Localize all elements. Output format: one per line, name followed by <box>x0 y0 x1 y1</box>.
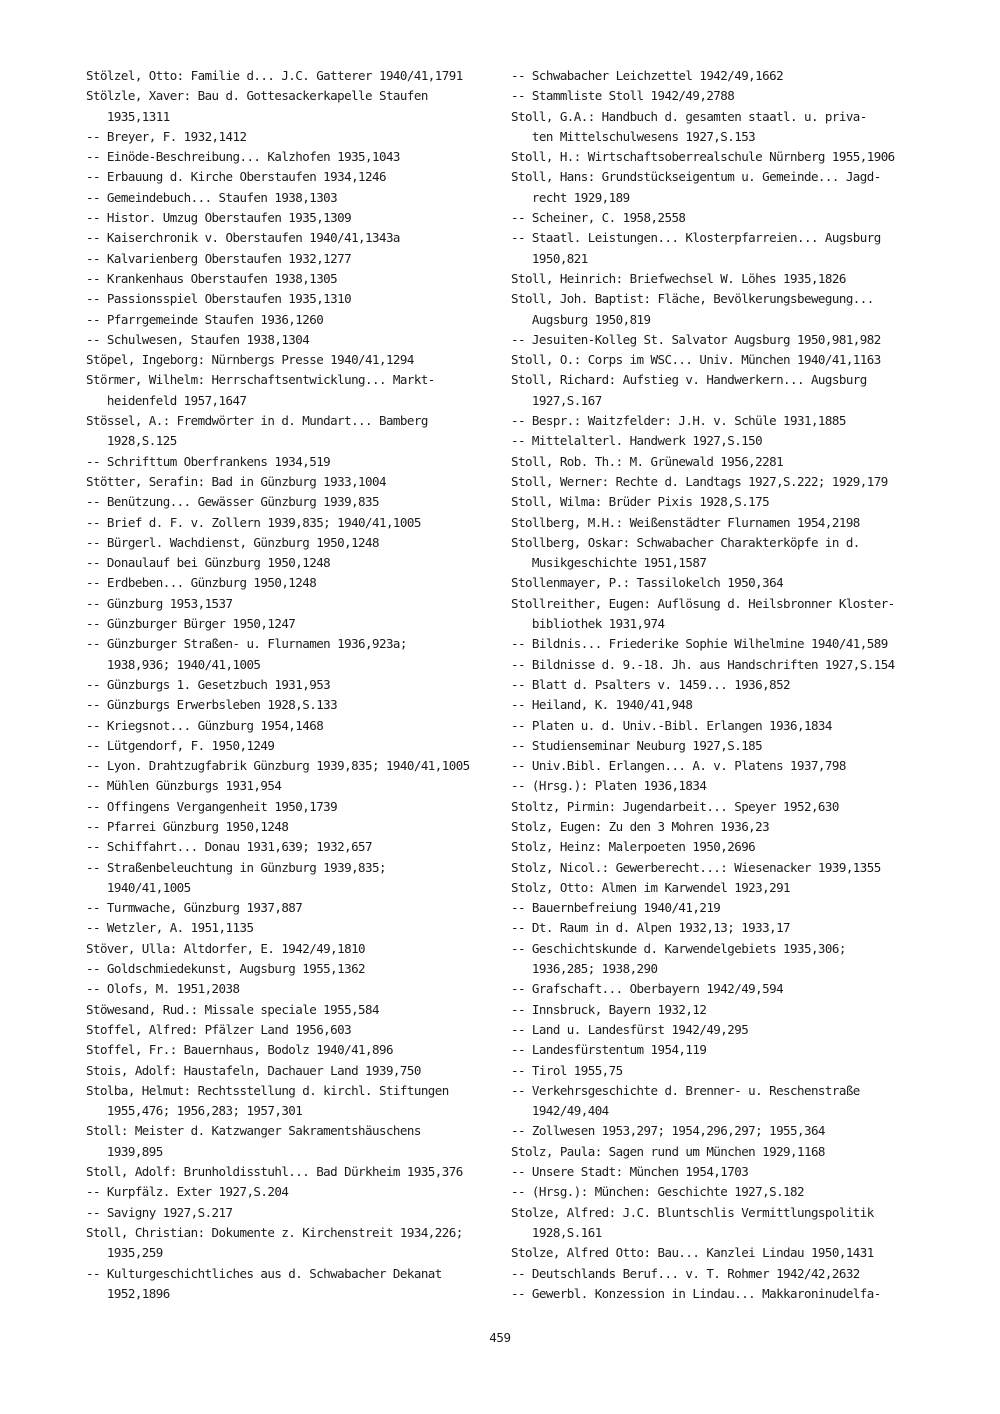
index-entry-line: Stöver, Ulla: Altdorfer, E. 1942/49,1810 <box>86 940 366 956</box>
index-entry-line: -- Gemeindebuch... Staufen 1938,1303 <box>86 189 338 205</box>
index-entry-line: -- Geschichtskunde d. Karwendelgebiets 1935,306; <box>511 940 846 956</box>
index-entry-line: 1927,S.167 <box>511 392 602 408</box>
index-entry-line: Stolze, Alfred Otto: Bau... Kanzlei Lindau 1950,1431 <box>511 1245 874 1261</box>
index-entry-line: Störmer, Wilhelm: Herrschaftsentwicklung... Markt- <box>86 372 435 388</box>
index-entry-line: Stollenmayer, P.: Tassilokelch 1950,364 <box>511 575 784 591</box>
index-entry-line: Stoltz, Pirmin: Jugendarbeit... Speyer 1952,630 <box>511 798 839 814</box>
index-entry-line: recht 1929,189 <box>511 189 630 205</box>
index-entry-line: -- Landesfürstentum 1954,119 <box>511 1042 707 1058</box>
index-entry-line: Stoll, Christian: Dokumente z. Kirchenstreit 1934,226; <box>86 1224 463 1240</box>
index-entry-line: Stoll, Richard: Aufstieg v. Handwerkern... Augsburg <box>511 372 867 388</box>
index-entry-line: -- Kurpfälz. Exter 1927,S.204 <box>86 1184 289 1200</box>
index-entry-line: -- Kalvarienberg Oberstaufen 1932,1277 <box>86 250 352 266</box>
index-entry-line: Stötter, Serafin: Bad in Günzburg 1933,1004 <box>86 473 386 489</box>
index-entry-line: Stoll, Hans: Grundstückseigentum u. Gemeinde... Jagd- <box>511 169 881 185</box>
index-entry-line: Stoll, G.A.: Handbuch d. gesamten staatl. u. priva- <box>511 108 867 124</box>
index-entry-line: -- Mühlen Günzburgs 1931,954 <box>86 778 282 794</box>
index-column-left <box>86 66 496 1304</box>
index-entry-line: -- Deutschlands Beruf... v. T. Rohmer 1942/42,2632 <box>511 1265 860 1281</box>
index-entry-line: Stolz, Eugen: Zu den 3 Mohren 1936,23 <box>511 818 770 834</box>
index-entry-line: -- Donaulauf bei Günzburg 1950,1248 <box>86 555 331 571</box>
index-entry-line: -- Stammliste Stoll 1942/49,2788 <box>511 88 735 104</box>
index-entry-line: 1938,936; 1940/41,1005 <box>86 656 261 672</box>
index-entry-line: -- Bildnisse d. 9.-18. Jh. aus Handschriften 1927,S.154 <box>511 656 895 672</box>
index-entry-line: -- Erdbeben... Günzburg 1950,1248 <box>86 575 317 591</box>
index-entry-line: -- Histor. Umzug Oberstaufen 1935,1309 <box>86 210 352 226</box>
index-entry-line: -- Land u. Landesfürst 1942/49,295 <box>511 1021 749 1037</box>
index-entry-line: -- Tirol 1955,75 <box>511 1062 623 1078</box>
index-entry-line: -- Blatt d. Psalters v. 1459... 1936,852 <box>511 676 791 692</box>
index-entry-line: -- Straßenbeleuchtung in Günzburg 1939,835; <box>86 859 386 875</box>
index-entry-line: -- Mittelalterl. Handwerk 1927,S.150 <box>511 433 763 449</box>
index-entry-line: Stoll, Joh. Baptist: Fläche, Bevölkerungsbewegung... <box>511 291 874 307</box>
index-entry-line: Stöpel, Ingeborg: Nürnbergs Presse 1940/41,1294 <box>86 352 414 368</box>
index-entry-line: Stoll, Wilma: Brüder Pixis 1928,S.175 <box>511 494 770 510</box>
index-entry-line: -- Univ.Bibl. Erlangen... A. v. Platens 1937,798 <box>511 758 846 774</box>
index-entry-line: -- Goldschmiedekunst, Augsburg 1955,1362 <box>86 961 366 977</box>
index-entry-line: ten Mittelschulwesens 1927,S.153 <box>511 128 756 144</box>
index-entry-line: Augsburg 1950,819 <box>511 311 651 327</box>
index-entry-line: -- Lyon. Drahtzugfabrik Günzburg 1939,835; 1940/41,1005 <box>86 758 470 774</box>
index-column-right <box>511 66 926 1304</box>
index-entry-line: -- Wetzler, A. 1951,1135 <box>86 920 254 936</box>
index-entry-line: 1928,S.125 <box>86 433 177 449</box>
index-entry-line: -- Studienseminar Neuburg 1927,S.185 <box>511 737 763 753</box>
index-entry-line: Stoll: Meister d. Katzwanger Sakramentshäuschens <box>86 1123 421 1139</box>
page-number: 459 <box>489 1330 511 1345</box>
index-entry-line: -- Günzburger Straßen- u. Flurnamen 1936,923a; <box>86 636 407 652</box>
index-entry-line: -- Jesuiten-Kolleg St. Salvator Augsburg 1950,981,982 <box>511 331 881 347</box>
index-entry-line: Stoll, Rob. Th.: M. Grünewald 1956,2281 <box>511 453 784 469</box>
index-entry-line: heidenfeld 1957,1647 <box>86 392 247 408</box>
index-entry-line: Stolz, Otto: Almen im Karwendel 1923,291 <box>511 879 791 895</box>
index-entry-line: -- Bildnis... Friederike Sophie Wilhelmine 1940/41,589 <box>511 636 888 652</box>
index-entry-line: -- Staatl. Leistungen... Klosterpfarreien... Augsburg <box>511 230 881 246</box>
index-entry-line: 1955,476; 1956,283; 1957,301 <box>86 1103 303 1119</box>
index-entry-line: Stölzel, Otto: Familie d... J.C. Gatterer 1940/41,1791 <box>86 68 463 83</box>
index-entry-line: -- Krankenhaus Oberstaufen 1938,1305 <box>86 270 338 286</box>
index-entry-line: Stollreither, Eugen: Auflösung d. Heilsbronner Kloster- <box>511 595 895 611</box>
index-entry-line: -- Grafschaft... Oberbayern 1942/49,594 <box>511 981 784 997</box>
index-entry-line: -- Breyer, F. 1932,1412 <box>86 128 247 144</box>
index-entry-line: -- Savigny 1927,S.217 <box>86 1204 233 1220</box>
index-entry-line: -- Lütgendorf, F. 1950,1249 <box>86 737 275 753</box>
index-entry-line: -- Pfarrei Günzburg 1950,1248 <box>86 818 289 834</box>
index-entry-line: Stolba, Helmut: Rechtsstellung d. kirchl. Stiftungen <box>86 1082 449 1098</box>
index-entry-line: Stoll, H.: Wirtschaftsoberrealschule Nürnberg 1955,1906 <box>511 149 895 165</box>
index-entry-line: -- Zollwesen 1953,297; 1954,296,297; 1955,364 <box>511 1123 825 1139</box>
index-entry-line: -- Schiffahrt... Donau 1931,639; 1932,657 <box>86 839 373 855</box>
index-entry-line: -- Dt. Raum in d. Alpen 1932,13; 1933,17 <box>511 920 791 936</box>
index-entry-line: -- Günzburger Bürger 1950,1247 <box>86 616 296 632</box>
index-entry-line: Stollberg, Oskar: Schwabacher Charakterköpfe in d. <box>511 534 860 550</box>
index-entry-line: -- Benützung... Gewässer Günzburg 1939,835 <box>86 494 379 510</box>
index-entry-line: -- Kulturgeschichtliches aus d. Schwabacher Dekanat <box>86 1265 442 1281</box>
index-entry-line: -- Schwabacher Leichzettel 1942/49,1662 <box>511 68 784 83</box>
index-entry-line: -- Brief d. F. v. Zollern 1939,835; 1940/41,1005 <box>86 514 421 530</box>
index-entry-line: -- Innsbruck, Bayern 1932,12 <box>511 1001 707 1017</box>
index-entry-line: 1942/49,404 <box>511 1103 609 1119</box>
index-entry-line: -- Bauernbefreiung 1940/41,219 <box>511 900 721 916</box>
index-entry-line: Stoll, O.: Corps im WSC... Univ. München 1940/41,1163 <box>511 352 881 368</box>
index-entry-line: -- Schulwesen, Staufen 1938,1304 <box>86 331 310 347</box>
index-entry-line: -- Kriegsnot... Günzburg 1954,1468 <box>86 717 324 733</box>
index-entry-line: Stoffel, Fr.: Bauernhaus, Bodolz 1940/41,896 <box>86 1042 393 1058</box>
index-entry-line: Stois, Adolf: Haustafeln, Dachauer Land 1939,750 <box>86 1062 421 1078</box>
index-entry-line: -- (Hrsg.): Platen 1936,1834 <box>511 778 707 794</box>
index-entry-line: Stolz, Heinz: Malerpoeten 1950,2696 <box>511 839 756 855</box>
index-entry-line: -- Offingens Vergangenheit 1950,1739 <box>86 798 338 814</box>
index-entry-line: -- Heiland, K. 1940/41,948 <box>511 697 693 713</box>
index-entry-line: -- Erbauung d. Kirche Oberstaufen 1934,1246 <box>86 169 386 185</box>
index-entry-line: Stolz, Nicol.: Gewerberecht...: Wiesenacker 1939,1355 <box>511 859 881 875</box>
index-entry-line: 1939,895 <box>86 1143 163 1159</box>
index-entry-line: Musikgeschichte 1951,1587 <box>511 555 707 571</box>
index-entry-line: -- Schrifttum Oberfrankens 1934,519 <box>86 453 331 469</box>
index-entry-line: -- Pfarrgemeinde Staufen 1936,1260 <box>86 311 324 327</box>
index-entry-line: Stolze, Alfred: J.C. Bluntschlis Vermittlungspolitik <box>511 1204 874 1220</box>
index-entry-line: -- Einöde-Beschreibung... Kalzhofen 1935,1043 <box>86 149 400 165</box>
index-entry-line: -- Platen u. d. Univ.-Bibl. Erlangen 1936,1834 <box>511 717 832 733</box>
index-entry-line: -- Kaiserchronik v. Oberstaufen 1940/41,1343a <box>86 230 400 246</box>
index-entry-line: Stoffel, Alfred: Pfälzer Land 1956,603 <box>86 1021 352 1037</box>
index-entry-line: Stoll, Adolf: Brunholdisstuhl... Bad Dürkheim 1935,376 <box>86 1164 463 1180</box>
index-entry-line: 1950,821 <box>511 250 588 266</box>
index-entry-line: -- Olofs, M. 1951,2038 <box>86 981 240 997</box>
index-entry-line: -- Gewerbl. Konzession in Lindau... Makkaroninudelfa- <box>511 1285 881 1301</box>
index-entry-line: -- Günzburgs Erwerbsleben 1928,S.133 <box>86 697 338 713</box>
index-entry-line: -- (Hrsg.): München: Geschichte 1927,S.182 <box>511 1184 804 1200</box>
index-entry-line: -- Turmwache, Günzburg 1937,887 <box>86 900 303 916</box>
index-entry-line: Stollberg, M.H.: Weißenstädter Flurnamen 1954,2198 <box>511 514 860 530</box>
index-entry-line: -- Scheiner, C. 1958,2558 <box>511 210 686 226</box>
index-entry-line: -- Passionsspiel Oberstaufen 1935,1310 <box>86 291 352 307</box>
index-entry-line: Stölzle, Xaver: Bau d. Gottesackerkapelle Staufen <box>86 88 428 104</box>
index-entry-line: Stoll, Werner: Rechte d. Landtags 1927,S.222; 1929,179 <box>511 473 888 489</box>
index-entry-line: 1940/41,1005 <box>86 879 191 895</box>
index-entry-line: Stöwesand, Rud.: Missale speciale 1955,584 <box>86 1001 379 1017</box>
index-entry-line: -- Günzburgs 1. Gesetzbuch 1931,953 <box>86 676 331 692</box>
index-entry-line: 1935,1311 <box>86 108 170 124</box>
index-entry-line: -- Bespr.: Waitzfelder: J.H. v. Schüle 1931,1885 <box>511 413 846 429</box>
index-entry-line: Stolz, Paula: Sagen rund um München 1929,1168 <box>511 1143 825 1159</box>
index-entry-line: -- Verkehrsgeschichte d. Brenner- u. Reschenstraße <box>511 1082 860 1098</box>
index-entry-line: 1952,1896 <box>86 1285 170 1301</box>
index-entry-line: -- Günzburg 1953,1537 <box>86 595 233 611</box>
index-entry-line: bibliothek 1931,974 <box>511 616 665 632</box>
index-entry-line: 1935,259 <box>86 1245 163 1261</box>
index-entry-line: -- Unsere Stadt: München 1954,1703 <box>511 1164 749 1180</box>
index-entry-line: 1936,285; 1938,290 <box>511 961 658 977</box>
index-entry-line: Stoll, Heinrich: Briefwechsel W. Löhes 1935,1826 <box>511 270 846 286</box>
index-entry-line: Stössel, A.: Fremdwörter in d. Mundart... Bamberg <box>86 413 428 429</box>
index-entry-line: -- Bürgerl. Wachdienst, Günzburg 1950,1248 <box>86 534 379 550</box>
index-entry-line: 1928,S.161 <box>511 1224 602 1240</box>
